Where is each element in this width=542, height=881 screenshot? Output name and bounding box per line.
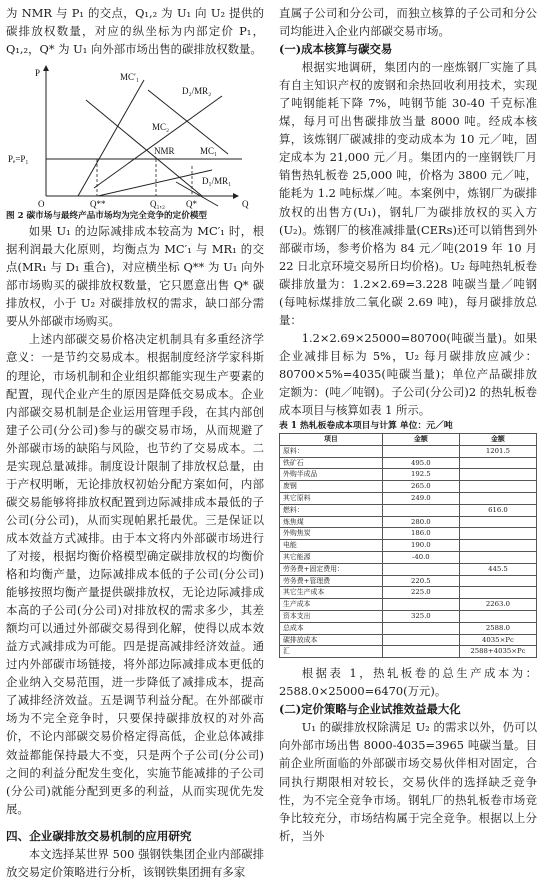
subsection-cost-accounting: (一)成本核算与碳交易: [279, 42, 393, 57]
cell-amount-total: 616.0: [459, 504, 536, 516]
label-q-star-star: Q**: [90, 199, 106, 210]
label-d2-mr2: D₂/MR₂: [182, 86, 212, 97]
label-mc1-prime: MC′₁: [120, 72, 140, 83]
cell-item: 劳务费+固定费用：: [280, 563, 383, 575]
cell-amount-total: [459, 575, 536, 587]
cell-amount: 225.0: [382, 587, 459, 599]
cell-item: 汇: [280, 646, 383, 658]
curve-mc1: [98, 170, 212, 196]
paragraph-continued: 直属子公司和分公司，而独立核算的子公司和分公司均能进入企业内部碳交易市场。: [279, 6, 537, 39]
header-amount: 金额: [382, 434, 459, 446]
cell-amount-total: 2588.0: [459, 622, 536, 634]
cell-amount-total: [459, 516, 536, 528]
cell-item: 外购半成品: [280, 469, 383, 481]
cell-amount-total: [459, 481, 536, 493]
cell-amount-total: [459, 587, 536, 599]
cell-item: 其它原料: [280, 493, 383, 505]
label-pe-p1: Pₑ=P₁: [8, 154, 29, 165]
table-caption: 表 1 热轧板卷成本项目与计算 单位：元／吨: [279, 421, 453, 432]
table-row: [280, 540, 537, 552]
cell-amount: [382, 646, 459, 658]
right-column: [279, 4, 537, 845]
cell-item: 碳排放成本: [280, 634, 383, 646]
cell-item: 铁矿石: [280, 457, 383, 469]
subsection-pricing-strategy: (二)定价策略与企业试推效益最大化: [279, 702, 461, 717]
cell-amount-total: [459, 540, 536, 552]
table-row: [280, 469, 537, 481]
table-row: [280, 646, 537, 658]
cell-amount: [382, 599, 459, 611]
label-q12: Q₁,₂: [150, 199, 166, 210]
paragraph-formula: 1.2×2.69×25000=80700(吨碳当量)。如果企业减排目标为 5%，U₂ 每月碳排放应减少：80700×5%=4035(吨碳当量)；单位产品碳排放定额为：(吨／吨钢)。子公司(分公司)2 的热轧板卷成本项目与核算如表 1 所示。: [279, 330, 537, 418]
label-d1-mr1: D₁/MR₁: [202, 176, 232, 187]
paragraph-case-study: 根据实地调研，集团内的一座炼钢厂实施了具有自主知识产权的废钢和余热回收利用技术，实现了吨钢能耗下降 7%，吨钢节能 30-40 千克标准煤，每月可出售碳排放当量 8000 吨。经成本核算，该炼钢厂碳减排的变动成本为 10 元／吨，固定成本为 21,000 元／月。集团内的一座钢铁厂月销售热轧板卷 25,000 吨，价格为 3800 元／吨，能耗为 1.2 吨标煤／吨。本案例中，炼钢厂为碳排放权的出售方(U₁)，钢轧厂为碳排放权的买入方(U₂)。炼钢厂的核准减排量(CERs)还可以销售到外部碳市场，参考价格为 84 元／吨(2019 年 10 月 22 日北京环境交易所日均价格)。U₂ 每吨热轧板卷碳排放量为：1.2×2.69=3.228 吨碳当量／吨钢(每吨标煤排放二氧化碳 2.69 吨)，每月碳排放总量：: [279, 60, 537, 327]
header-amount-total: 金额: [459, 434, 536, 446]
cell-amount-total: 1201.5: [459, 445, 536, 457]
header-item: 项目: [280, 434, 383, 446]
paragraph-intro: 为 NMR 与 P₁ 的交点，Q₁,₂ 为 U₁ 向 U₂ 提供的碳排放权数量，对应的纵坐标为内部定价 P₁，Q₁,₂，Q* 为 U₁ 向外部市场出售的碳排放权数量。: [6, 6, 264, 57]
cell-amount: 192.5: [382, 469, 459, 481]
cell-item: 燃料：: [280, 504, 383, 516]
label-q: Q: [242, 199, 249, 210]
table-row: [280, 563, 537, 575]
cell-amount: 186.0: [382, 528, 459, 540]
cell-amount: 495.0: [382, 457, 459, 469]
table-row: [280, 528, 537, 540]
paragraph-economic-meaning: 上述内部碳交易价格决定机制具有多重经济学意义：一是节约交易成本。根据制度经济学家科斯的理论，市场机制和企业组织都能实现生产要素的配置，现代企业产生的原因是降低交易成本。企业内部碳交易机制是企业运用管理手段，在其内部创建子公司(分公司)参与的碳交易市场，从而规避了外部碳市场的缺陷与风险，也节约了交易成本。二是实现总量减排。制度设计限制了排放权总量，由于产权明晰，无论排放权初始分配方案如何，内部碳交易能够将排放权配置到边际减排成本最低的子公司(分公司)，从而实现帕累托最优。三是保证以成本效益方式减排。由于本文将内外部碳市场进行了对接，根据均衡价格模型确定碳排放权的均衡价格和均衡产量，边际减排成本低的子公司(分公司)能够按照均衡产量提供碳排放权，无论边际减排成本高的子公司(分公司)对排放权的需求多少，其差额均可以通过外部碳交易得到化解，使得以成本效益方式减排成为可能。四是提高减排经济效益。通过内外部碳市场链接，将外部边际减排成本更低的企业纳入交易范围，进一步降低了减排成本，提高了减排经济效益。五是调节利益分配。在外部碳市场为不完全竞争时，只要保持碳排放权的对外高价，不论内部碳交易价格定得高低，企业总体减排效益都能保持最大不变，只是两个子公司(分公司)之间的利益分配发生变化，实施节能减排的子公司(分公司)就能分配到更多的利益，从而实现优先发展。: [6, 332, 264, 816]
label-o: O: [38, 199, 45, 210]
table-row: [280, 457, 537, 469]
cost-table-body: [280, 445, 537, 657]
paragraph-total-cost: 根据表 1，热轧板卷的总生产成本为：2588.0×25000=6470(万元)。: [279, 666, 537, 699]
curve-mc1-prime: [78, 80, 144, 196]
cell-item: 电能: [280, 540, 383, 552]
cell-amount-total: [459, 611, 536, 623]
cell-item: 其它能源: [280, 552, 383, 564]
cell-amount: 190.0: [382, 540, 459, 552]
table-row: [280, 599, 537, 611]
table-row: [280, 445, 537, 457]
table-row: [280, 516, 537, 528]
cell-amount: [382, 563, 459, 575]
cell-item: 总成本: [280, 622, 383, 634]
cell-item: 其它生产成本: [280, 587, 383, 599]
label-p: P: [35, 68, 41, 79]
cell-amount: [382, 504, 459, 516]
pricing-model-figure: [6, 60, 264, 210]
paragraph-pricing: U₁ 的碳排放权除满足 U₂ 的需求以外，仍可以向外部市场出售 8000-4035=3965 吨碳当量。目前企业所面临的外部碳市场交易伙伴相对固定，合同执行期限相对较长，交易伙伴的选择缺乏竞争性，为不完全竞争市场。钢轧厂的热轧板卷市场竞争比较充分，市场结构属于完全竞争。根据以上分析，当外: [279, 720, 537, 843]
cell-amount-total: 2588+4035×Pc: [459, 646, 536, 658]
cell-item: 劳务费+管理费: [280, 575, 383, 587]
label-mc1: MC₁: [200, 146, 218, 157]
cell-amount: 249.0: [382, 493, 459, 505]
table-row: [280, 493, 537, 505]
table-row: [280, 481, 537, 493]
section-title: 四、企业碳排放交易机制的应用研究: [6, 828, 192, 843]
cell-amount-total: [459, 552, 536, 564]
cell-item: 炼焦煤: [280, 516, 383, 528]
curve-mc2: [94, 96, 222, 188]
label-q-star: Q*: [186, 199, 197, 210]
cell-amount-total: 445.5: [459, 563, 536, 575]
table-row: [280, 622, 537, 634]
figure-caption: 图 2 碳市场与最终产品市场均为完全竞争的定价模型: [6, 211, 208, 222]
table-row: [280, 634, 537, 646]
cell-amount: 265.0: [382, 481, 459, 493]
table-row: [280, 587, 537, 599]
table-row: [280, 504, 537, 516]
cell-amount-total: [459, 493, 536, 505]
cell-amount: [382, 445, 459, 457]
cell-item: 生产成本: [280, 599, 383, 611]
table-row: [280, 611, 537, 623]
cell-amount: 280.0: [382, 516, 459, 528]
cell-amount: -40.0: [382, 552, 459, 564]
cell-item: 外购焦炭: [280, 528, 383, 540]
table-row: [280, 552, 537, 564]
left-column: [6, 4, 264, 881]
cell-amount-total: [459, 457, 536, 469]
label-nmr: NMR: [154, 146, 175, 157]
cost-table: [279, 433, 537, 658]
paragraph-application-intro: 本文选择某世界 500 强钢铁集团企业内部碳排放交易定价策略进行分析，该钢铁集团拥有多家: [6, 846, 264, 879]
cell-amount-total: 4035×Pc: [459, 634, 536, 646]
cell-amount: 220.5: [382, 575, 459, 587]
cell-amount: [382, 622, 459, 634]
cell-amount: [382, 634, 459, 646]
cell-item: 资本支出: [280, 611, 383, 623]
paragraph-mc1-prime: 如果 U₁ 的边际减排成本较高为 MC′₁ 时，根据利润最大化原则，均衡点为 MC′₁ 与 MR₁ 的交点(MR₁ 与 D₁ 重合)，对应横坐标 Q** 为 U₁ 向外部市场购买的碳排放权数量，它只愿意出售 Q* 碳排放权，小于 U₂ 对碳排放权的需求，缺口部分需要从外部碳市场购买。: [6, 224, 264, 329]
cell-amount-total: [459, 469, 536, 481]
cell-amount-total: [459, 528, 536, 540]
cell-item: 原料：: [280, 445, 383, 457]
cell-amount: 325.0: [382, 611, 459, 623]
label-mc2: MC₂: [152, 122, 170, 133]
table-header-row: [280, 434, 537, 446]
cell-amount-total: 2263.0: [459, 599, 536, 611]
table-row: [280, 575, 537, 587]
cell-item: 废钢: [280, 481, 383, 493]
